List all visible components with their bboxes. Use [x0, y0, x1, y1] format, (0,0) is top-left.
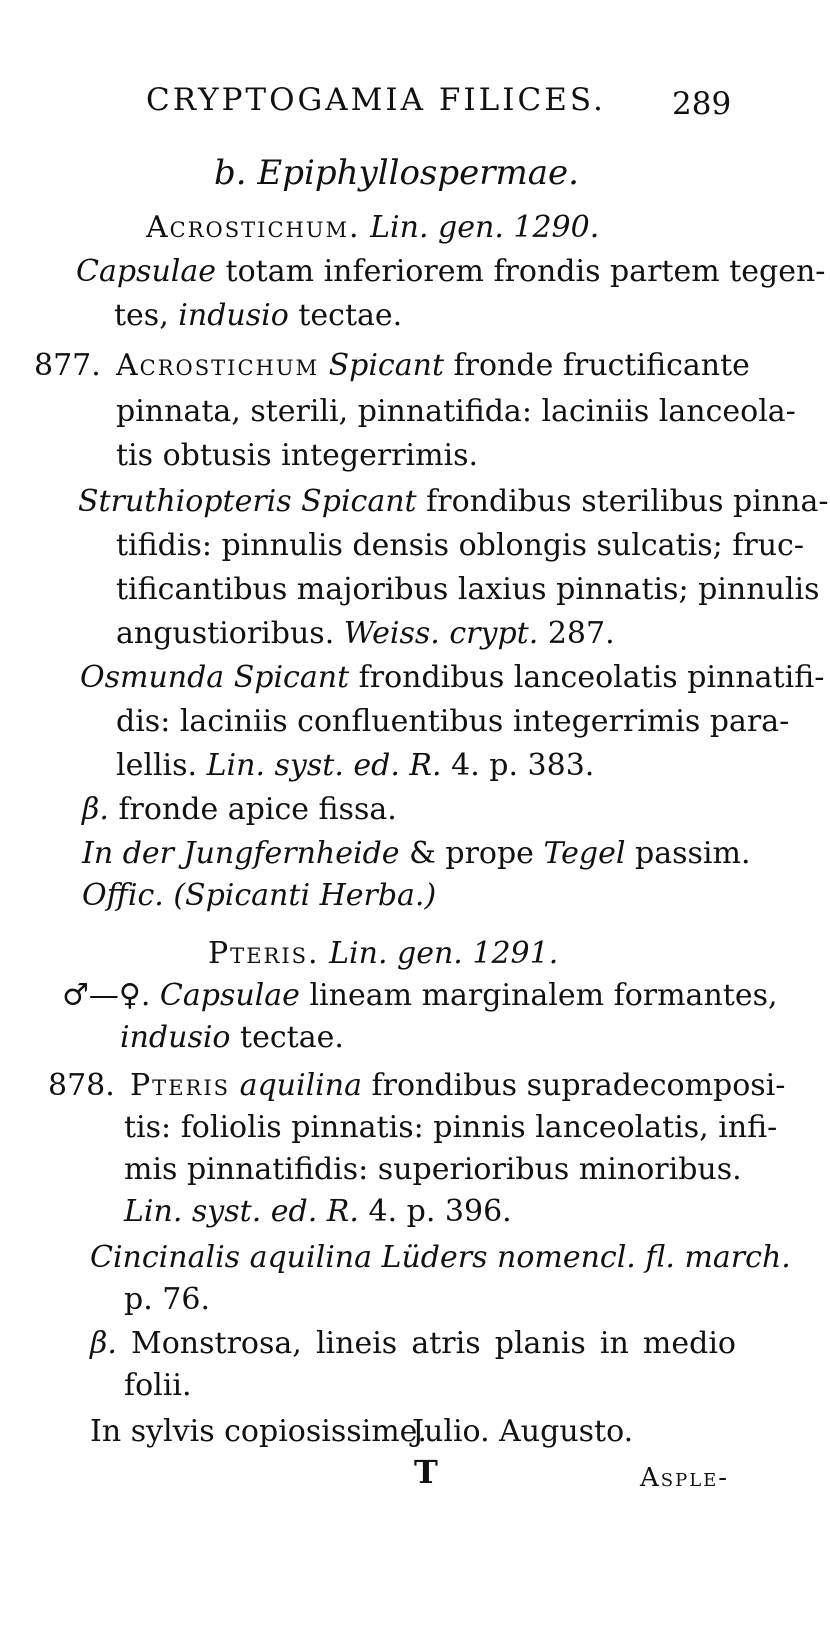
entry-number-877: 877. [34, 348, 101, 383]
entry-877-line-3: tis obtusis integerrimis. [116, 438, 479, 473]
entry-878-line-1: Pteris aquilina frondibus supradecomposi- [130, 1068, 786, 1103]
synonym-osmunda-line-3: lellis. Lin. syst. ed. R. 4. p. 383. [116, 748, 595, 783]
synonym-cincinalis-line-2: p. 76. [124, 1282, 210, 1317]
officinal-877: Offic. (Spicanti Herba.) [82, 878, 437, 913]
genus-description-cont: tes, indusio tectae. [114, 298, 403, 333]
synonym-struthiopteris-line-4: angustioribus. Weiss. crypt. 287. [116, 616, 615, 651]
entry-877-line-1: Acrostichum Spicant fronde fructificante [116, 348, 750, 383]
entry-878-line-2: tis: foliolis pinnatis: pinnis lanceolatis, infi- [124, 1110, 778, 1145]
pteris-description: ♂—♀. Capsulae lineam marginalem formantes, [62, 978, 778, 1013]
genus-acrostichum-heading [146, 208, 599, 248]
synonym-struthiopteris-line-3: tificantibus majoribus laxius pinnatis; pinnulis [116, 572, 820, 607]
running-title: CRYPTOGAMIA FILICES. [146, 82, 606, 118]
catchword: Asple- [640, 1463, 730, 1493]
synonym-osmunda-line-2: dis: laciniis confluentibus integerrimis para- [116, 704, 790, 739]
synonym-cincinalis: Cincinalis aquilina Lüders nomencl. fl. march. [90, 1240, 791, 1275]
signature-mark: T [414, 1453, 438, 1491]
locality-877: In der Jungfernheide & prope Tegel passim. [82, 836, 751, 871]
variety-beta-878: β. Monstrosa, lineis atris planis in medio [90, 1326, 736, 1361]
variety-beta-878-line-2: folii. [124, 1368, 192, 1403]
synonym-struthiopteris: Struthiopteris Spicant frondibus sterilibus pinna- [78, 484, 829, 519]
page-number: 289 [672, 86, 732, 122]
entry-878-line-3: mis pinnatifidis: superioribus minoribus. [124, 1152, 742, 1187]
synonym-struthiopteris-line-2: tifidis: pinnulis densis oblongis sulcatis; fruc- [116, 528, 804, 563]
pteris-description-cont: indusio tectae. [120, 1020, 344, 1055]
flowering-time-878: Julio. Augusto. [412, 1414, 634, 1449]
genus-description: Capsulae totam inferiorem frondis partem tegen- [76, 254, 826, 289]
genus-reference: Lin. gen. 1290. [370, 210, 600, 245]
genus-name: Acrostichum. [146, 210, 361, 245]
entry-877-line-2: pinnata, sterili, pinnatifida: laciniis lanceola- [116, 394, 796, 429]
entry-878-line-4: Lin. syst. ed. R. 4. p. 396. [124, 1194, 512, 1229]
variety-beta-877: β. fronde apice fissa. [82, 792, 397, 827]
genus-pteris-heading: Pteris. Lin. gen. 1291. [208, 936, 559, 971]
section-heading: b. Epiphyllospermae. [214, 153, 579, 193]
synonym-osmunda: Osmunda Spicant frondibus lanceolatis pinnatifi- [80, 660, 825, 695]
entry-number-878: 878. [48, 1068, 115, 1103]
habitat-878: In sylvis copiosissime. [90, 1414, 427, 1449]
